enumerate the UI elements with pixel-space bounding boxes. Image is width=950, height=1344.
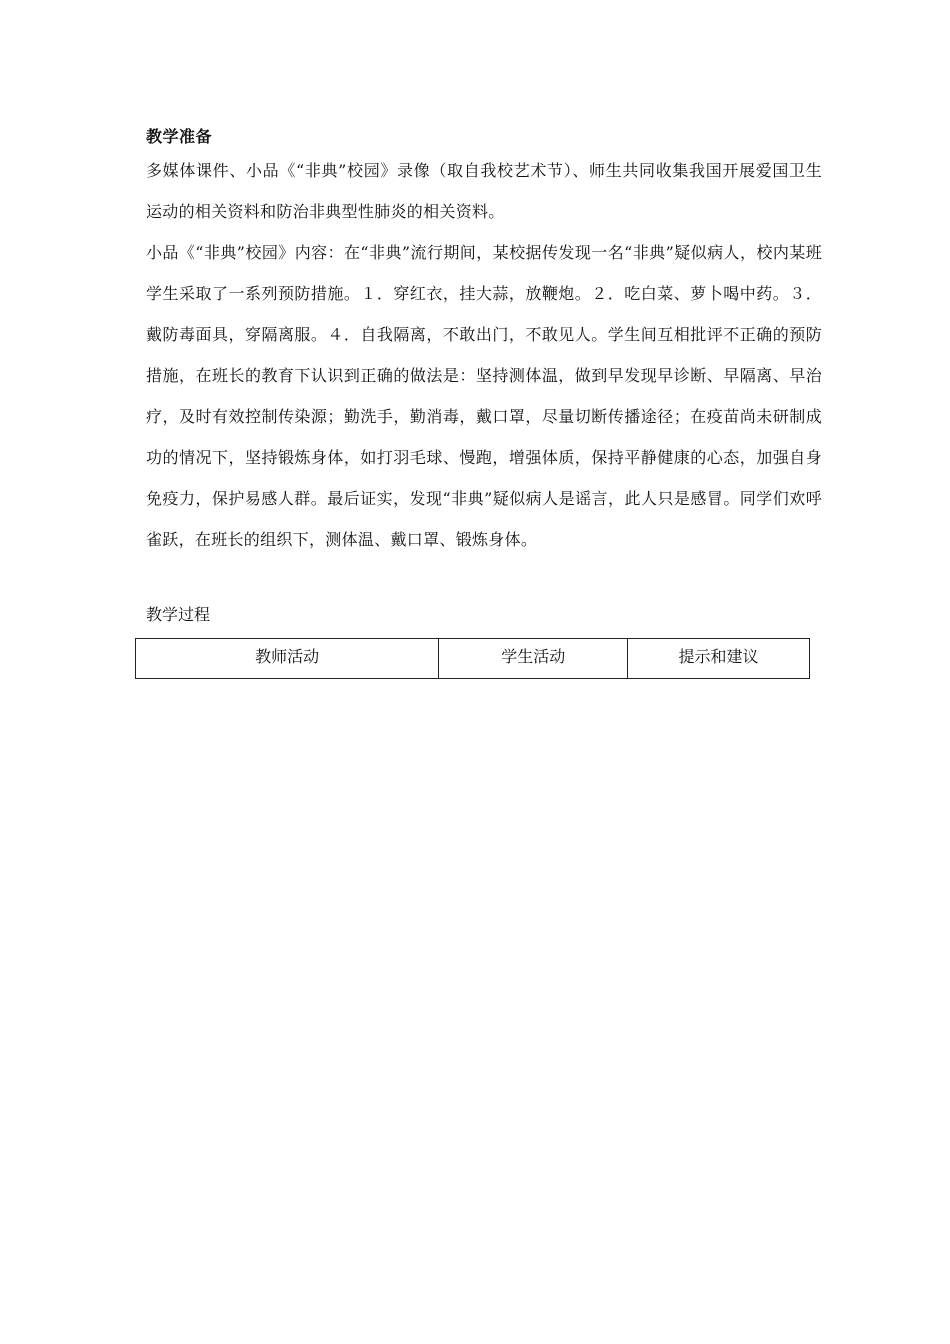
table-header-row xyxy=(136,639,810,679)
table-header-tips: 提示和建议 xyxy=(628,639,810,679)
section-heading-preparation: 教学准备 xyxy=(146,127,213,146)
table-header-teacher-activity: 教师活动 xyxy=(136,639,439,679)
teaching-process-table xyxy=(135,638,810,679)
skit-content-paragraph: 小品《“非典”校园》内容：在“非典”流行期间，某校据传发现一名“非典”疑似病人，校内某班学生采取了一系列预防措施。１．穿红衣，挂大蒜，放鞭炮。２．吃白菜、萝卜喝中药。３．戴防毒面具，穿隔离服。４．自我隔离，不敢出门，不敢见人。学生间互相批评不正确的预防措施，在班长的教育下认识到正确的做法是：坚持测体温，做到早发现早诊断、早隔离、早治疗，及时有效控制传染源；勤洗手，勤消毒，戴口罩，尽量切断传播途径；在疫苗尚未研制成功的情况下，坚持锻炼身体，如打羽毛球、慢跑，增强体质，保持平静健康的心态，加强自身免疫力，保护易感人群。最后证实，发现“非典”疑似病人是谣言，此人只是感冒。同学们欢呼雀跃，在班长的组织下，测体温、戴口罩、锻炼身体。 xyxy=(146,243,822,549)
section-heading-process: 教学过程 xyxy=(146,605,211,624)
preparation-paragraph: 多媒体课件、小品《“非典”校园》录像（取自我校艺术节）、师生共同收集我国开展爱国卫生运动的相关资料和防治非典型性肺炎的相关资料。 xyxy=(146,161,822,221)
table-header-student-activity: 学生活动 xyxy=(439,639,628,679)
